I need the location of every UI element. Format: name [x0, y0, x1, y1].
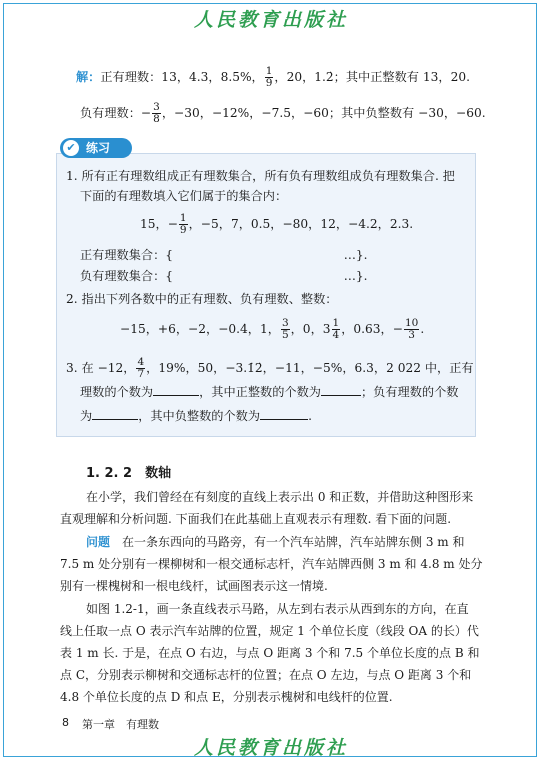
- q1-numbers: [140, 213, 413, 236]
- answer-blank-negative-integer-count[interactable]: [260, 408, 308, 420]
- q2-line1: 2. 指出下列各数中的正有理数、负有理数、整数：: [66, 292, 338, 306]
- q2-nums-a: −15，+6，−2，−0.4̇，1，: [120, 322, 280, 336]
- para2-line5: 4.8 个单位长度的点 D 和点 E，分别表示槐树和电线杆的位置.: [60, 690, 393, 704]
- solution-positive-prefix: 正有理数：13，4.3，8.5%，: [100, 70, 264, 84]
- frac-denominator: 8: [153, 113, 160, 125]
- answer-blank-positive-count[interactable]: [153, 384, 199, 396]
- fraction-three-fifths: [281, 318, 290, 341]
- q2-numbers: [120, 318, 424, 341]
- frac-numerator: 3: [281, 317, 289, 329]
- problem-line3: 别有一棵槐树和一根电线杆，试画图表示这一情境.: [60, 579, 328, 593]
- para1-line1: 在小学，我们曾经在有刻度的直线上表示出 0 和正数，并借助这种图形来: [86, 490, 474, 504]
- answer-blank-positive-integer-count[interactable]: [321, 384, 361, 396]
- para2-line2: 线上任取一点 O 表示汽车站牌的位置，规定 1 个单位长度（线段 OA 的长）代: [60, 624, 479, 638]
- q2-nums-d: .: [420, 322, 425, 336]
- frac-numerator: 1: [265, 65, 273, 77]
- q3-line3-a: 为: [80, 409, 93, 423]
- para1-line2: 直观理解和分析问题. 下面我们在此基础上直观表示有理数. 看下面的问题.: [60, 512, 452, 526]
- frac-denominator: 9: [179, 224, 187, 236]
- publisher-logo-header: 人民教育出版社: [193, 9, 348, 31]
- q3-line3: [80, 408, 312, 424]
- solution-positive-suffix: ，20，1.2̇；其中正整数有 13，20.: [274, 70, 470, 84]
- fraction-one-ninth: [265, 66, 274, 89]
- solution-negative-line: [80, 102, 486, 125]
- q1-line2: 下面的有理数填入它们属于的集合内：: [80, 189, 288, 203]
- q3-line3-b: ，其中负整数的个数为: [138, 409, 261, 423]
- solution-label: 解：: [76, 70, 101, 84]
- problem-line2: 7.5 m 处分别有一棵柳树和一根交通标志杆，汽车站牌西侧 3 m 和 4.8 m 处分: [60, 557, 483, 571]
- fraction-one-ninth-q1: [179, 213, 188, 236]
- q1-line1: 1. 所有正有理数组成正有理数集合，所有负有理数组成负有理数集合. 把: [66, 169, 455, 183]
- q3-line2: [80, 384, 459, 400]
- para2-line4: 点 C，分别表示柳树和交通标志杆的位置；在点 O 左边，与点 O 距离 3 个和: [60, 668, 472, 682]
- problem-line1-text: 在一条东西向的马路旁，有一个汽车站牌，汽车站牌东侧 3 m 和: [110, 535, 465, 549]
- fraction-three-eighths: [152, 102, 161, 125]
- frac-numerator: 1: [179, 212, 187, 224]
- q3-line2-b: ，其中正整数的个数为: [199, 385, 321, 399]
- para2-line1: 如图 1.2-1，画一条直线表示马路，从左到右表示从西到东的方向，在直: [86, 602, 469, 616]
- q1-nums-suffix: ，−5，7，0.5，−80，12，−4.2，2.3.: [188, 217, 414, 231]
- frac-denominator: 4: [332, 329, 340, 341]
- solution-positive-line: [76, 66, 470, 89]
- problem-label: 问题: [86, 535, 111, 549]
- q2-nums-b: ，0，3: [290, 322, 331, 336]
- solution-negative-suffix: ，−30，−12%，−7.5，−60；其中负整数有 −30，−60.: [161, 106, 486, 120]
- exercise-tab: [60, 138, 132, 158]
- frac-denominator: 5: [281, 329, 289, 341]
- fraction-four-sevenths: [136, 357, 145, 380]
- q3-line2-c: ；负有理数的个数: [361, 385, 459, 399]
- q3-prefix: 3. 在 −12，: [66, 361, 136, 375]
- exercise-check-icon: ✔: [63, 140, 79, 156]
- q2-nums-c: ，0.63，−: [341, 322, 403, 336]
- para2-line3: 表 1 m 长. 于是，在点 O 右边，与点 O 距离 3 个和 7.5 个单位长度的点 B 和: [60, 646, 480, 660]
- fraction-one-fourth: [332, 318, 341, 341]
- q3-line3-c: .: [308, 409, 312, 423]
- problem-line1: [86, 534, 464, 550]
- q1-nums-prefix: 15，−: [140, 217, 178, 231]
- fraction-ten-thirds: [404, 318, 419, 341]
- q1-positive-set: 正有理数集合：{ …}.: [80, 248, 368, 262]
- frac-denominator: 9: [265, 77, 273, 89]
- q3-suffix: ，19%，50，−3.1̇2̇，−11，−5%，6.3，2 022 中，正有: [146, 361, 474, 375]
- exercise-tab-label: 练习: [86, 141, 111, 155]
- frac-numerator: 10: [404, 317, 419, 329]
- publisher-logo-footer: 人民教育出版社: [193, 737, 348, 759]
- q3-line1: [66, 357, 474, 380]
- chapter-label: 第一章 有理数: [82, 718, 159, 731]
- q1-negative-set: 负有理数集合：{ …}.: [80, 269, 368, 283]
- frac-denominator: 3: [408, 329, 415, 341]
- page-number: 8: [62, 716, 69, 729]
- q3-line2-a: 理数的个数为: [80, 385, 154, 399]
- frac-numerator: 1: [332, 317, 340, 329]
- frac-numerator: 3: [153, 101, 160, 113]
- frac-denominator: 7: [137, 368, 145, 380]
- frac-numerator: 4: [137, 356, 145, 368]
- section-title: 1. 2. 2 数轴: [86, 466, 172, 481]
- answer-blank-negative-count[interactable]: [92, 408, 138, 420]
- solution-negative-prefix: 负有理数：−: [80, 106, 152, 120]
